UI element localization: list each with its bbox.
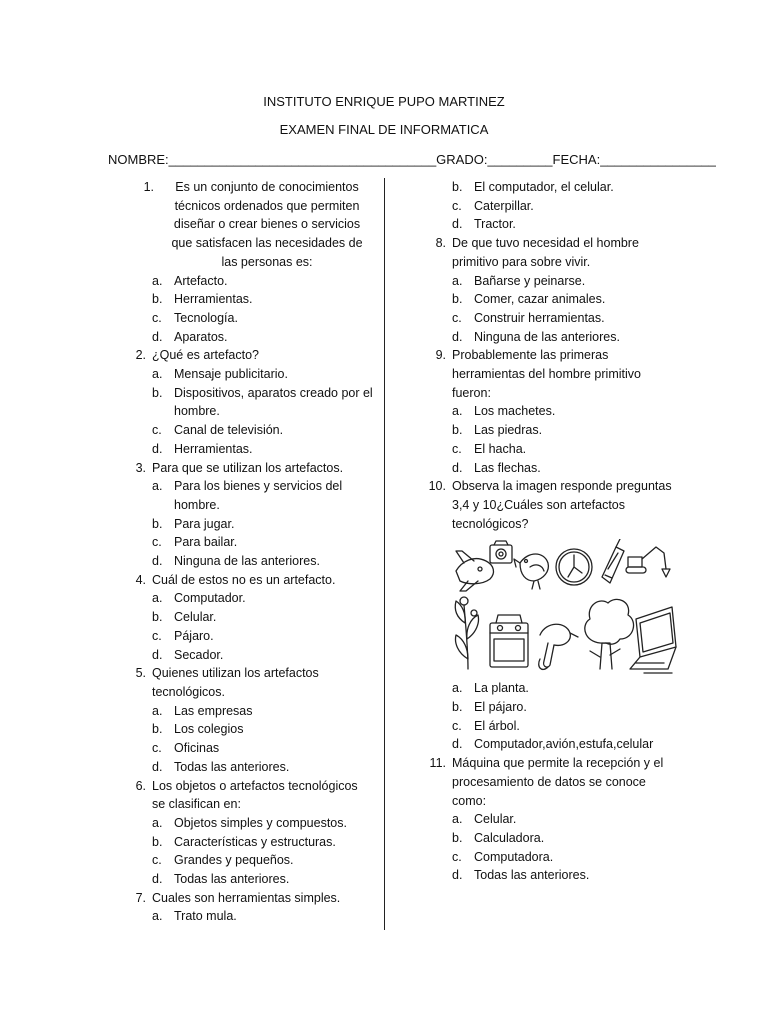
option-10c [424,717,674,736]
student-fields-line: NOMBRE:_____________________________________GRADO:_________FECHA:________________ [108,152,716,167]
question-5 [124,664,374,701]
option-text: El árbol. [474,718,520,733]
option-text: Bañarse y peinarse. [474,273,586,288]
option-8b [424,290,674,309]
option-7a [124,907,374,926]
question-1 [124,178,374,272]
option-text: Dispositivos, aparatos creado por el hombre. [174,385,373,419]
option-letter: a. [452,681,463,696]
option-text: Canal de televisión. [174,423,284,438]
plant-icon [455,597,478,669]
question-text: Observa la imagen responde preguntas 3,4 y 10¿Cuáles son artefactos tecnológicos? [452,479,672,531]
option-text: Las empresas [174,703,253,718]
option-letter: b. [452,423,463,438]
clock-icon [556,549,592,585]
option-text: Objetos simples y compuestos. [174,815,347,830]
option-text: Grandes y pequeños. [174,853,294,868]
airplane-icon [456,551,493,591]
option-letter: a. [452,273,463,288]
question-3 [124,459,374,478]
excavator-icon [626,547,670,577]
option-text: Ninguna de las anteriores. [474,329,620,344]
option-3b [124,515,374,534]
option-text: Computador,avión,estufa,celular [474,737,654,752]
option-text: Tractor. [474,217,516,232]
option-10a [424,679,674,698]
option-3c [124,533,374,552]
option-2b [124,384,374,421]
option-letter: c. [152,535,162,550]
option-text: Caterpillar. [474,198,534,213]
option-letter: c. [452,849,462,864]
question-text: De que tuvo necesidad el hombre primitivo para sobre vivir. [452,236,639,269]
option-letter: c. [152,310,162,325]
option-letter: d. [152,647,163,662]
option-letter: c. [152,423,162,438]
option-4d [124,646,374,665]
option-text: Mensaje publicitario. [174,367,288,382]
option-9b [424,421,674,440]
tree-icon [585,600,634,670]
option-text: Secador. [174,647,224,662]
option-letter: a. [152,273,163,288]
column-divider [384,178,385,930]
option-11b [424,829,674,848]
bird-icon [514,554,548,589]
option-6b [124,833,374,852]
option-text: Calculadora. [474,830,545,845]
option-7d [424,215,674,234]
option-text: El pájaro. [474,700,527,715]
option-2a [124,365,374,384]
option-letter: c. [452,310,462,325]
question-text: Cuales son herramientas simples. [152,890,341,905]
option-4b [124,608,374,627]
question-10 [424,477,674,533]
option-letter: a. [452,404,463,419]
laptop-icon [630,607,676,673]
question-4 [124,571,374,590]
option-text: Artefacto. [174,273,228,288]
question-2 [124,346,374,365]
option-text: Herramientas. [174,292,253,307]
option-text: El hacha. [474,441,527,456]
option-11d [424,866,674,885]
camera-icon [490,541,512,563]
option-text: Todas las anteriores. [174,759,290,774]
option-8a [424,272,674,291]
option-letter: d. [152,759,163,774]
option-letter: b. [152,516,163,531]
option-1c [124,309,374,328]
option-text: Construir herramientas. [474,310,605,325]
option-text: Para bailar. [174,535,238,550]
option-10b [424,698,674,717]
option-letter: a. [152,909,163,924]
question-text: Los objetos o artefactos tecnológicos se clasifican en: [152,778,358,812]
question-number: 10. [428,479,446,494]
option-7b [424,178,674,197]
option-3d [124,552,374,571]
option-letter: b. [452,700,463,715]
option-1b [124,290,374,309]
option-letter: c. [152,628,162,643]
option-text: Características y estructuras. [174,834,336,849]
option-letter: d. [452,868,463,883]
option-letter: b. [452,830,463,845]
question-text: Quienes utilizan los artefactos tecnológicos. [152,666,319,699]
option-text: Los machetes. [474,404,556,419]
question-7 [124,889,374,908]
option-letter: d. [152,329,163,344]
option-9d [424,459,674,478]
option-letter: a. [152,479,163,494]
institute-title: INSTITUTO ENRIQUE PUPO MARTINEZ [263,94,505,109]
right-column [424,178,674,885]
question-text: Probablemente las primeras herramientas del hombre primitivo fueron: [452,348,641,400]
question-number: 1. [143,180,154,194]
question-8 [424,234,674,271]
option-letter: d. [452,217,463,232]
option-text: Para los bienes y servicios del hombre. [174,479,343,512]
option-letter: a. [152,367,163,382]
option-6c [124,851,374,870]
option-letter: d. [452,737,463,752]
option-3a [124,477,374,514]
question-number: 7. [135,890,146,905]
option-4c [124,627,374,646]
option-letter: c. [152,741,162,756]
question-11 [424,754,674,810]
exam-title: EXAMEN FINAL DE INFORMATICA [279,122,489,137]
option-6a [124,814,374,833]
option-letter: b. [152,610,163,625]
question-number: 2. [135,348,146,363]
option-letter: b. [452,180,463,194]
option-letter: d. [152,554,163,569]
option-text: Trato mula. [174,909,237,924]
hair-dryer-icon [539,625,578,670]
option-8c [424,309,674,328]
option-letter: d. [452,329,463,344]
option-9a [424,402,674,421]
option-letter: a. [452,812,463,827]
option-letter: b. [152,834,163,849]
option-text: Los colegios [174,722,244,737]
option-text: Todas las anteriores. [474,868,590,883]
option-letter: d. [152,441,163,456]
option-1d [124,328,374,347]
option-text: Las flechas. [474,460,541,475]
option-letter: b. [152,292,163,307]
question-text: Cuál de estos no es un artefacto. [152,572,336,587]
option-text: Computadora. [474,849,554,864]
option-text: Todas las anteriores. [174,872,290,887]
option-text: El computador, el celular. [474,180,614,194]
option-5c [124,739,374,758]
stove-icon [490,615,528,667]
option-letter: c. [452,198,462,213]
question-text: Es un conjunto de conocimientos técnicos ordenados que permiten diseñar o crear bienes o servicios que satisfacen las necesidades de las personas es: [171,180,363,269]
question-text: ¿Qué es artefacto? [152,348,260,363]
option-text: La planta. [474,681,529,696]
question-number: 5. [135,666,146,681]
option-text: Herramientas. [174,441,253,456]
option-text: Las piedras. [474,423,543,438]
left-column [124,178,374,926]
question-9 [424,346,674,402]
option-4a [124,589,374,608]
question-number: 8. [435,236,446,251]
option-letter: b. [152,385,163,400]
option-5b [124,720,374,739]
option-text: Para jugar. [174,516,235,531]
option-5d [124,758,374,777]
option-text: Comer, cazar animales. [474,292,606,307]
option-text: Ninguna de las anteriores. [174,554,320,569]
option-text: Pájaro. [174,628,214,643]
option-5a [124,702,374,721]
question-number: 3. [135,460,146,475]
option-letter: a. [152,815,163,830]
option-letter: c. [452,718,462,733]
option-2d [124,440,374,459]
option-7c [424,197,674,216]
option-text: Celular. [474,812,517,827]
option-text: Computador. [174,591,246,606]
option-letter: c. [152,853,162,868]
option-letter: b. [452,292,463,307]
question-text: Máquina que permite la recepción y el procesamiento de datos se conoce como: [452,756,664,808]
option-9c [424,440,674,459]
question-text: Para que se utilizan los artefactos. [152,460,344,475]
option-letter: a. [152,703,163,718]
option-11a [424,810,674,829]
option-2c [124,421,374,440]
option-11c [424,848,674,867]
option-8d [424,328,674,347]
question-number: 4. [135,572,146,587]
option-text: Celular. [174,610,217,625]
option-letter: b. [152,722,163,737]
option-text: Tecnología. [174,310,238,325]
artifacts-picture [450,539,680,675]
option-text: Oficinas [174,741,220,756]
question-number: 9. [435,348,446,363]
option-6d [124,870,374,889]
cell-phone-icon [602,539,624,583]
option-letter: a. [152,591,163,606]
option-1a [124,272,374,291]
question-6 [124,777,374,814]
question-number: 11. [429,756,446,771]
question-number: 6. [135,778,146,793]
option-text: Aparatos. [174,329,228,344]
option-letter: c. [452,441,462,456]
option-letter: d. [452,460,463,475]
option-letter: d. [152,872,163,887]
option-10d [424,735,674,754]
